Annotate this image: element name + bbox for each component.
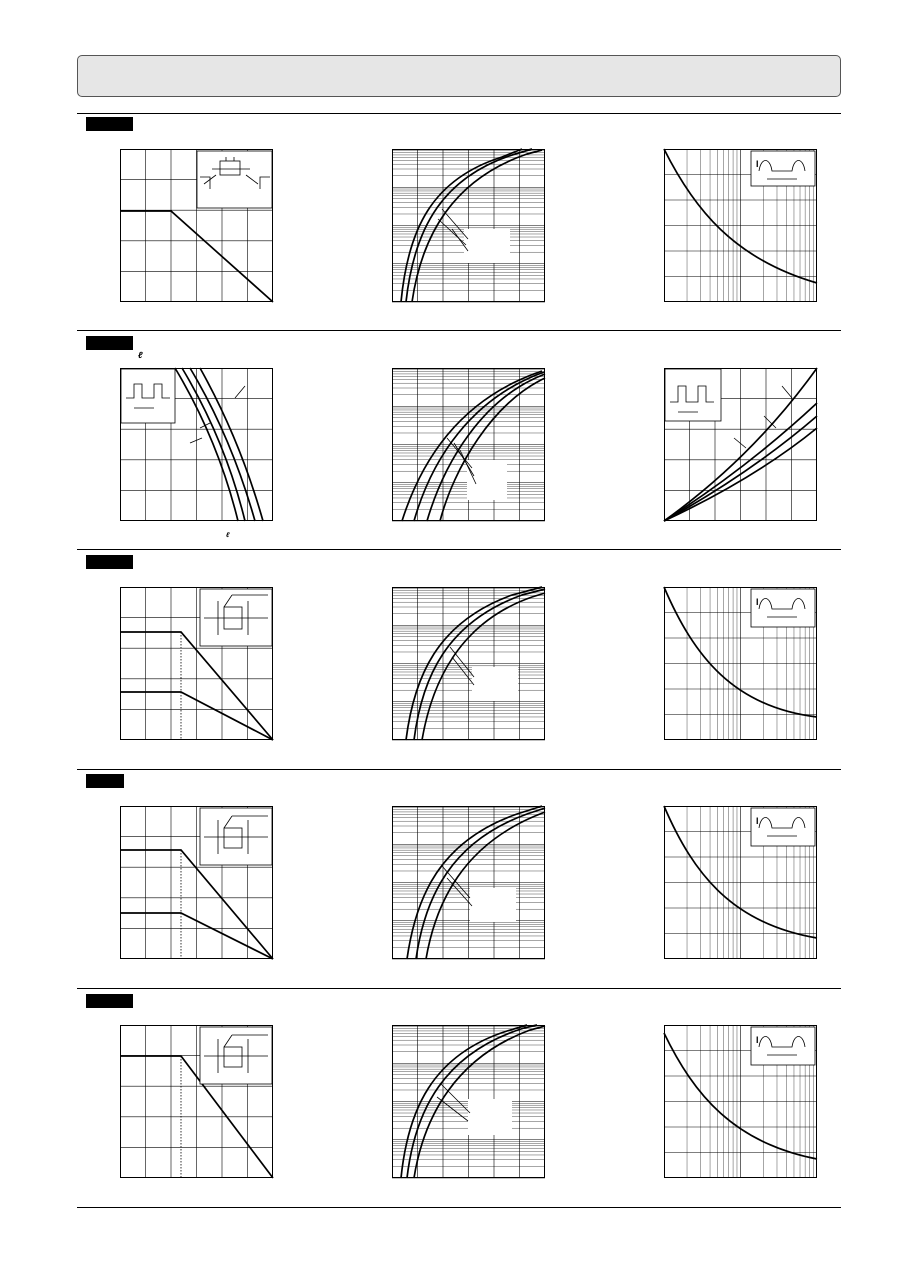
current-label: I (756, 159, 759, 169)
section-tag (86, 994, 133, 1008)
derating-multi-chart (120, 368, 273, 521)
forward-voltage-multi-chart (392, 368, 545, 521)
derating-dual-chart (120, 806, 273, 959)
surge-current-chart (664, 587, 817, 740)
current-label: I (756, 1035, 759, 1045)
ell-symbol: ℓ (138, 350, 143, 360)
current-label: I (756, 816, 759, 826)
section-divider (77, 769, 841, 770)
derating-dual-chart (120, 587, 273, 740)
section-divider (77, 549, 841, 550)
forward-voltage-chart (392, 1025, 545, 1178)
page-footer-rule (77, 1207, 841, 1208)
surge-current-chart (664, 149, 817, 302)
section-tag (86, 774, 124, 788)
section-divider (77, 988, 841, 989)
derating-chart (120, 1025, 273, 1178)
page-header-box (77, 55, 841, 97)
forward-voltage-chart (392, 149, 545, 302)
section-tag (86, 117, 133, 131)
section-divider (77, 330, 841, 331)
power-dissipation-chart (664, 368, 817, 521)
current-label: I (756, 597, 759, 607)
forward-voltage-chart (392, 806, 545, 959)
section-tag (86, 336, 133, 350)
ell-symbol: ℓ (226, 532, 230, 539)
section-tag (86, 555, 133, 569)
section-divider (77, 113, 841, 114)
derating-chart (120, 149, 273, 302)
forward-voltage-chart (392, 587, 545, 740)
surge-current-chart (664, 806, 817, 959)
surge-current-chart (664, 1025, 817, 1178)
